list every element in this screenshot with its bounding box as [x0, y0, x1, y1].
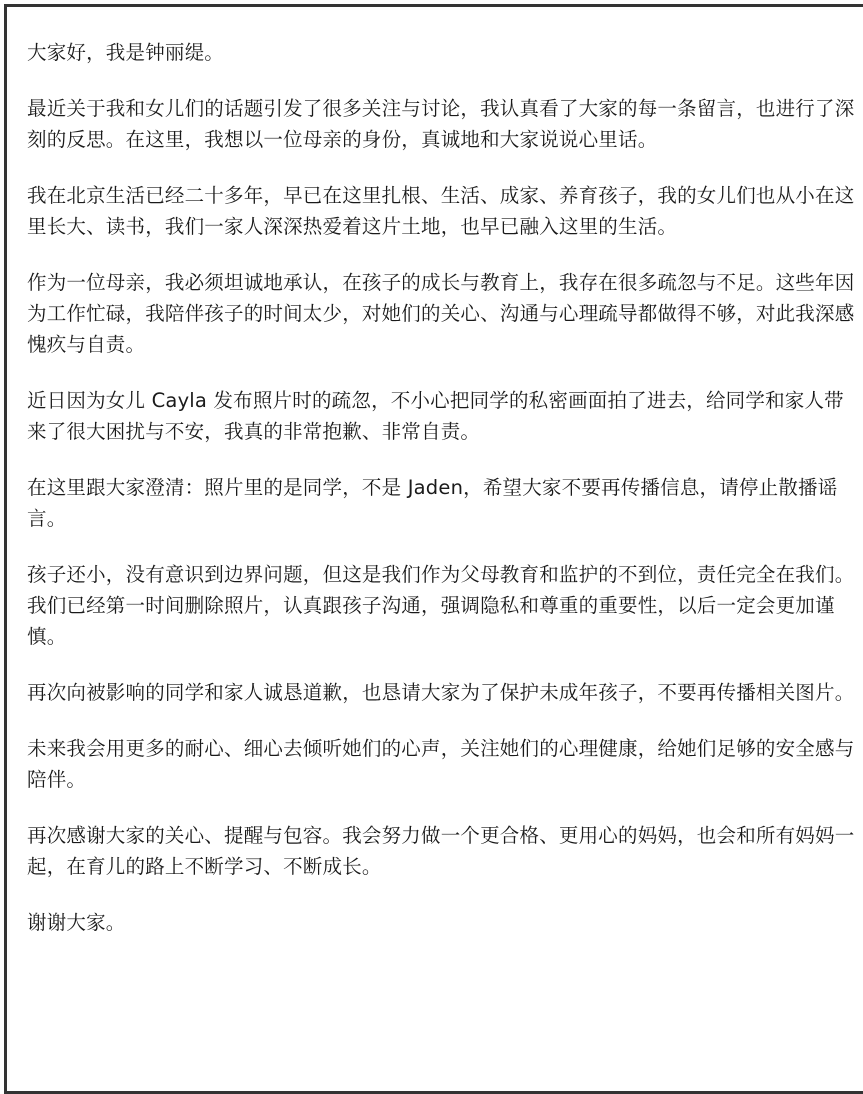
- clarification-paragraph: 在这里跟大家澄清：照片里的是同学，不是 Jaden，希望大家不要再传播信息，请停止散播谣言。: [27, 476, 838, 530]
- future-paragraph: 未来我会用更多的耐心、细心去倾听她们的心声，关注她们的心理健康，给她们足够的安全感与陪伴。: [27, 737, 855, 791]
- reflection-paragraph: 最近关于我和女儿们的话题引发了很多关注与讨论，我认真看了大家的每一条留言，也进行了深刻的反思。在这里，我想以一位母亲的身份，真诚地和大家说说心里话。: [27, 97, 855, 151]
- gratitude-paragraph: 再次感谢大家的关心、提醒与包容。我会努力做一个更合格、更用心的妈妈，也会和所有妈妈一起，在育儿的路上不断学习、不断成长。: [27, 824, 855, 878]
- apology-paragraph: 再次向被影响的同学和家人诚恳道歉，也恳请大家为了保护未成年孩子，不要再传播相关图片。: [27, 681, 855, 704]
- admission-paragraph: 作为一位母亲，我必须坦诚地承认，在孩子的成长与教育上，我存在很多疏忽与不足。这些年因为工作忙碌，我陪伴孩子的时间太少，对她们的关心、沟通与心理疏导都做得不够，对此我深感愧疚与自责。: [27, 271, 855, 356]
- document-page: [4, 4, 863, 1094]
- responsibility-paragraph: 孩子还小，没有意识到边界问题，但这是我们作为父母教育和监护的不到位，责任完全在我们。我们已经第一时间删除照片，认真跟孩子沟通，强调隐私和尊重的重要性，以后一定会更加谨慎。: [27, 563, 855, 648]
- background-paragraph: 我在北京生活已经二十多年，早已在这里扎根、生活、成家、养育孩子，我的女儿们也从小在这里长大、读书，我们一家人深深热爱着这片土地，也早已融入这里的生活。: [27, 184, 855, 238]
- closing-paragraph: 谢谢大家。: [27, 911, 126, 934]
- statement-body: [27, 37, 863, 963]
- incident-paragraph: 近日因为女儿 Cayla 发布照片时的疏忽，不小心把同学的私密画面拍了进去，给同学和家人带来了很大困扰与不安，我真的非常抱歉、非常自责。: [27, 389, 844, 443]
- greeting-paragraph: 大家好，我是钟丽缇。: [27, 41, 225, 64]
